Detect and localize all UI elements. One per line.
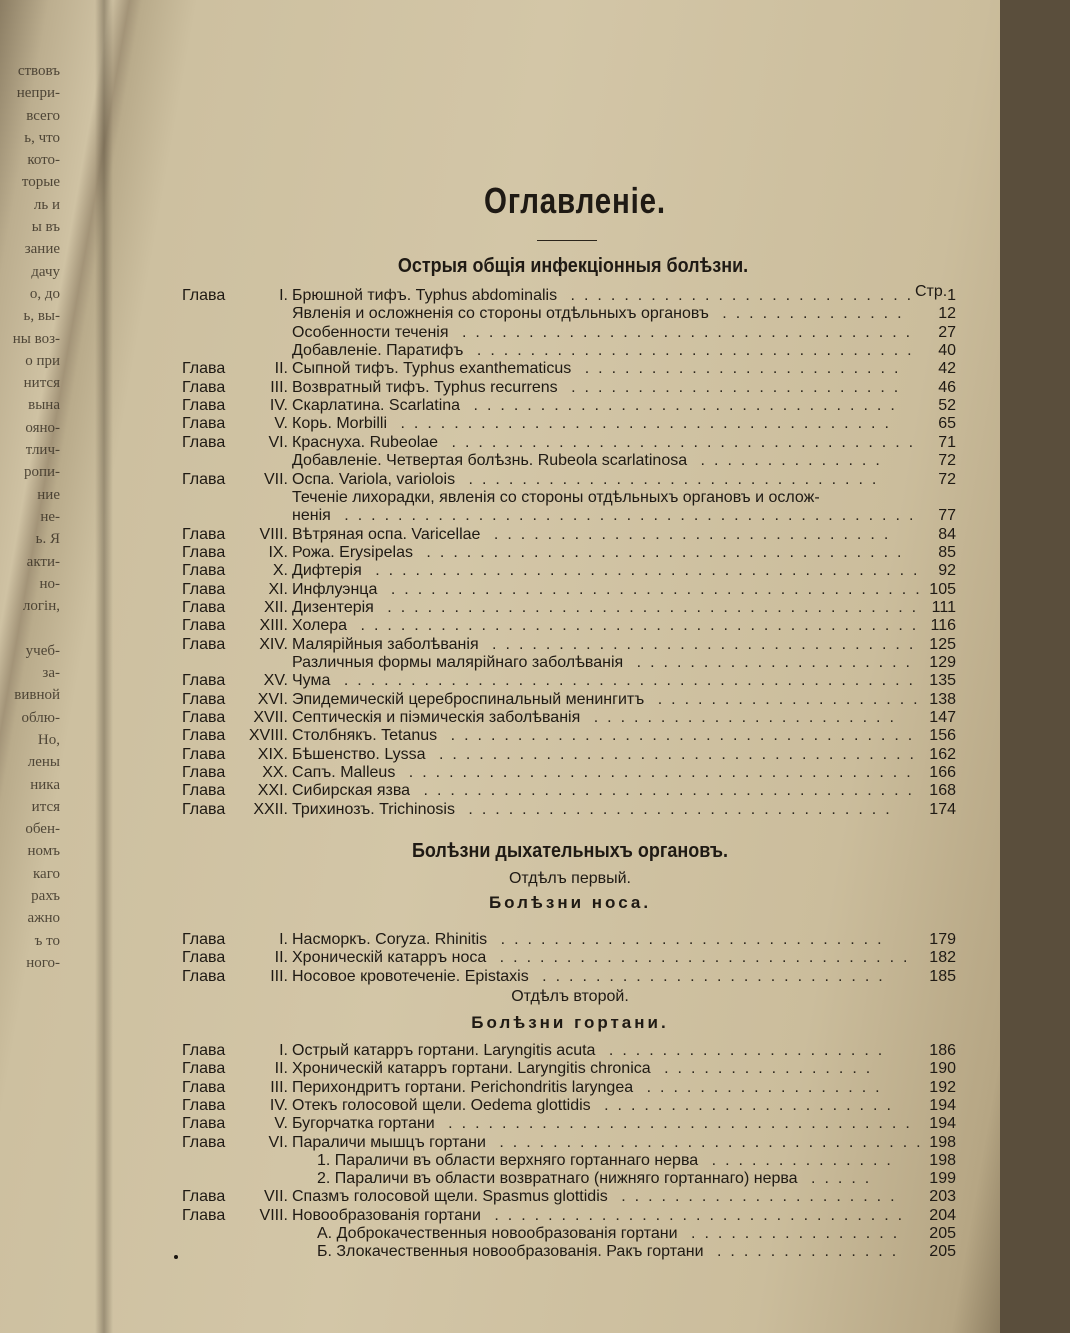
leader-dots: ........................................ xyxy=(377,580,929,598)
entry-title: Эпидемическій цереброспинальный менингитъ .................... xyxy=(292,690,927,708)
page-number: 205 xyxy=(929,1243,956,1261)
entry-title: Параличи мышцъ гортани ................................ xyxy=(292,1133,930,1151)
facing-page-line: ль и xyxy=(33,196,60,213)
entry-title: Добавленіе. Паратифъ ................................. xyxy=(292,342,921,360)
chapter-number: XVIII. xyxy=(248,727,288,745)
leader-dots: ..................................... xyxy=(387,415,898,433)
page-number: 85 xyxy=(938,543,956,561)
page-number: 46 xyxy=(938,378,956,396)
toc-entry xyxy=(0,746,1000,764)
page-title: Оглавленіе. xyxy=(484,180,666,221)
facing-page-line: облю- xyxy=(21,709,60,726)
entry-title: Столбнякъ. Tetanus ................................... xyxy=(292,727,922,745)
chapter-label: Глава xyxy=(182,967,226,985)
entry-title: Бѣшенство. Lyssa .................................... xyxy=(292,745,923,763)
leader-dots: ........................ xyxy=(571,360,908,378)
entry-title: Дизентерія ........................................ xyxy=(292,598,926,616)
page-number: 186 xyxy=(929,1042,956,1059)
toc-entry xyxy=(0,434,1000,452)
facing-page-line: ажно xyxy=(27,910,60,927)
entry-title: Инфлуэнца ........................................ xyxy=(292,580,929,598)
chapter-label: Глава xyxy=(182,1206,226,1224)
entry-title: Возвратный тифъ. Typhus recurrens ......................... xyxy=(292,378,908,396)
facing-page-line: нится xyxy=(23,375,60,392)
facing-page-line: ь, что xyxy=(24,129,60,146)
page-number: 168 xyxy=(929,782,956,800)
section-title-respiratory: Болѣзни дыхательныхъ органовъ. xyxy=(411,840,729,862)
toc-entry xyxy=(0,489,1000,507)
chapter-number: XIV. xyxy=(259,635,288,653)
toc-entry xyxy=(0,727,1000,745)
entry-title: Рожа. Erysipelas .................................... xyxy=(292,543,911,561)
leader-dots: ..................... xyxy=(607,1188,904,1206)
entry-title: Спазмъ голосовой щели. Spasmus glottidis ..................... xyxy=(292,1188,904,1206)
toc-entry xyxy=(0,1060,1000,1078)
toc-entry xyxy=(0,415,1000,433)
chapter-number: V. xyxy=(274,415,288,433)
leader-dots: ..................................... xyxy=(410,782,921,800)
page-number: 198 xyxy=(929,1151,956,1169)
leader-dots: ................................... xyxy=(434,1115,919,1133)
department-label-second: Отдѣлъ второй. xyxy=(511,988,629,1005)
entry-title: Сыпной тифъ. Typhus exanthematicus ........................ xyxy=(292,360,908,378)
entry-title: Краснуха. Rubeolae ................................... xyxy=(292,433,923,451)
entry-title: Чума ........................................... xyxy=(292,672,922,690)
toc-entry xyxy=(0,1152,1000,1170)
chapter-number: III. xyxy=(270,967,288,985)
facing-page-line: ного- xyxy=(26,954,60,971)
chapter-number: XX. xyxy=(262,764,288,782)
leader-dots: .............. xyxy=(698,1151,900,1169)
page-number: 116 xyxy=(930,617,956,635)
toc-entry xyxy=(0,1115,1000,1133)
chapter-label: Глава xyxy=(182,764,226,782)
toc-entry xyxy=(0,1097,1000,1115)
chapter-number: XV. xyxy=(263,672,288,690)
leader-dots: .............................. xyxy=(480,525,898,543)
entry-title: Новообразованія гортани ............................... xyxy=(292,1206,912,1224)
toc-entry xyxy=(0,617,1000,635)
entry-title: 2. Параличи въ области возвратнаго (нижняго гортаннаго) нерва ..... xyxy=(317,1170,879,1188)
entry-title: Дифтерія ......................................... xyxy=(292,562,927,580)
chapter-label: Глава xyxy=(182,543,226,561)
leader-dots: ...................... xyxy=(590,1096,900,1114)
chapter-number: I. xyxy=(279,931,288,948)
leader-dots: ................................... xyxy=(438,433,923,451)
leader-dots: ..................... xyxy=(595,1042,892,1059)
page-number: 71 xyxy=(938,433,956,451)
chapter-label: Глава xyxy=(182,598,226,616)
page-number: 52 xyxy=(938,397,956,415)
facing-page-line: ояно- xyxy=(25,419,60,436)
leader-dots: ................................... xyxy=(437,727,922,745)
toc-entry xyxy=(0,397,1000,415)
page-number: 72 xyxy=(938,452,956,470)
chapter-label: Глава xyxy=(182,415,226,433)
facing-page-line: ь. Я xyxy=(35,531,60,548)
page-number: 1 xyxy=(947,287,956,304)
page-number: 147 xyxy=(929,709,956,727)
leader-dots: ................................ xyxy=(460,397,904,415)
facing-page-line: торые xyxy=(21,174,60,191)
leader-dots: ................................ xyxy=(454,800,899,818)
leader-dots: ........................................... xyxy=(330,507,923,525)
toc-entry xyxy=(0,581,1000,599)
chapter-label: Глава xyxy=(182,709,226,727)
facing-page-line: ны воз- xyxy=(12,330,60,347)
page-number: 192 xyxy=(929,1078,956,1096)
toc-entry xyxy=(0,1134,1000,1152)
toc-entry xyxy=(0,1188,1000,1206)
chapter-label: Глава xyxy=(182,1115,226,1133)
facing-page-line: акти- xyxy=(26,553,60,570)
chapter-number: VII. xyxy=(263,1188,288,1206)
chapter-label: Глава xyxy=(182,1188,226,1206)
chapter-number: X. xyxy=(272,562,288,580)
facing-page-line: рахъ xyxy=(31,887,60,904)
chapter-label: Глава xyxy=(182,672,226,690)
toc-entry xyxy=(0,526,1000,544)
leader-dots: ...................................... xyxy=(395,764,920,782)
facing-page-line: дачу xyxy=(31,263,60,280)
leader-dots: ................................ xyxy=(485,1133,930,1151)
page-number: 203 xyxy=(929,1188,956,1206)
entry-title: Насморкъ. Coryza. Rhinitis ............................. xyxy=(292,931,891,948)
toc-entry xyxy=(0,654,1000,672)
entry-title: Хроническій катарръ носа ............................... xyxy=(292,949,917,967)
entry-title: Корь. Morbilli ..................................... xyxy=(292,415,898,433)
chapter-number: IX. xyxy=(268,543,288,561)
facing-page-line: ствовъ xyxy=(17,63,60,79)
page-number: 198 xyxy=(929,1133,956,1151)
entry-title: Явленія и осложненія со стороны отдѣльныхъ органовъ .............. xyxy=(292,305,911,323)
page-number: 12 xyxy=(938,305,956,323)
toc-entry xyxy=(0,672,1000,690)
leader-dots: ..................... xyxy=(623,654,919,671)
page-column-label: Стр. xyxy=(915,283,948,300)
facing-page-line: о, до xyxy=(29,285,60,302)
chapter-label: Глава xyxy=(182,378,226,396)
chapter-number: I. xyxy=(279,1042,288,1059)
page-number: 138 xyxy=(929,690,956,708)
chapter-number: VI. xyxy=(268,433,288,451)
chapter-label: Глава xyxy=(182,782,226,800)
chapter-label: Глава xyxy=(182,1096,226,1114)
chapter-label: Глава xyxy=(182,360,226,378)
leader-dots: ........................................... xyxy=(330,672,922,690)
leader-dots: ................................ xyxy=(478,635,923,653)
toc-entry xyxy=(0,287,1000,305)
page-number: 92 xyxy=(938,562,956,580)
toc-entry xyxy=(0,324,1000,342)
page-number: 129 xyxy=(929,654,956,671)
leader-dots: ............................. xyxy=(487,931,891,948)
entry-title: Малярійныя заболѣванія ................................ xyxy=(292,635,923,653)
entry-title: Сибирская язва ..................................... xyxy=(292,782,921,800)
leader-dots: .......................... xyxy=(528,967,892,985)
chapter-number: III. xyxy=(270,378,288,396)
leader-dots: .............. xyxy=(687,452,889,470)
entry-title: Брюшной тифъ. Typhus abdominalis .......................... xyxy=(292,287,921,304)
facing-page-line: обен- xyxy=(25,821,60,838)
chapter-label: Глава xyxy=(182,1042,226,1059)
facing-page-line: не- xyxy=(40,508,60,525)
page-number: 194 xyxy=(929,1096,956,1114)
leader-dots: ........................................ xyxy=(373,598,926,616)
leader-dots: ....................... xyxy=(580,709,903,727)
facing-page-line: кото- xyxy=(27,152,60,169)
facing-page-line: за- xyxy=(42,665,60,682)
chapter-label: Глава xyxy=(182,580,226,598)
toc-entry xyxy=(0,562,1000,580)
chapter-number: XVI. xyxy=(257,690,288,708)
entry-title: А. Доброкачественныя новообразованія гортани ................ xyxy=(317,1225,907,1242)
entry-title: Отекъ голосовой щели. Oedema glottidis ...................... xyxy=(292,1096,900,1114)
chapter-label: Глава xyxy=(182,287,226,304)
toc-entry xyxy=(0,691,1000,709)
toc-entry xyxy=(0,931,1000,949)
facing-page-line: номъ xyxy=(27,843,60,860)
department-label-first: Отдѣлъ первый. xyxy=(508,870,631,887)
facing-page-line: о при xyxy=(25,352,60,369)
chapter-label: Глава xyxy=(182,800,226,818)
facing-page-line: логін, xyxy=(22,598,60,615)
chapter-number: XIII. xyxy=(259,617,288,635)
entry-title: Холера .......................................... xyxy=(292,617,926,635)
page-number: 185 xyxy=(929,967,956,985)
entry-title: Б. Злокачественныя новообразованія. Ракъ гортани .............. xyxy=(317,1243,906,1261)
page-number: 77 xyxy=(938,507,956,525)
page-number: 204 xyxy=(929,1206,956,1224)
chapter-label: Глава xyxy=(182,635,226,653)
page-number: 65 xyxy=(938,415,956,433)
facing-page-line: всего xyxy=(26,107,60,124)
entry-title: Вѣтряная оспа. Varicellae .............................. xyxy=(292,525,898,543)
chapter-number: II. xyxy=(274,949,288,967)
chapter-number: III. xyxy=(270,1078,288,1096)
page-number: 156 xyxy=(929,727,956,745)
facing-page-line: ь, вы- xyxy=(23,308,60,325)
entry-title: Добавленіе. Четвертая болѣзнь. Rubeola scarlatinosa .............. xyxy=(292,452,889,470)
entry-title: Оспа. Variola, variolois ............................... xyxy=(292,470,886,488)
chapter-number: V. xyxy=(274,1115,288,1133)
chapter-label: Глава xyxy=(182,745,226,763)
leader-dots: ................ xyxy=(650,1060,880,1078)
chapter-label: Глава xyxy=(182,727,226,745)
page-number: 42 xyxy=(938,360,956,378)
toc-entry xyxy=(0,305,1000,323)
subsection-title-larynx: Болѣзни гортани. xyxy=(471,1013,669,1032)
section-title-infectious: Острыя общія инфекціонныя болѣзни. xyxy=(397,255,749,277)
toc-entry xyxy=(0,782,1000,800)
entry-title: Бугорчатка гортани ................................... xyxy=(292,1115,919,1133)
chapter-label: Глава xyxy=(182,1078,226,1096)
page-number: 162 xyxy=(929,745,956,763)
page-number: 111 xyxy=(931,598,956,616)
facing-page-line: ится xyxy=(31,798,60,815)
chapter-label: Глава xyxy=(182,470,226,488)
toc-entry xyxy=(0,968,1000,986)
toc-entry xyxy=(0,1225,1000,1243)
chapter-number: II. xyxy=(274,360,288,378)
entry-title: Особенности теченія .................................. xyxy=(292,323,920,341)
page-number: 125 xyxy=(929,635,956,653)
chapter-number: VIII. xyxy=(259,525,288,543)
facing-page-line: Но, xyxy=(37,731,60,748)
facing-page-line: вына xyxy=(28,397,60,414)
facing-page-line: каго xyxy=(33,865,60,882)
chapter-number: VIII. xyxy=(259,1206,288,1224)
leader-dots: ......................................... xyxy=(361,562,927,580)
leader-dots: .................................. xyxy=(448,323,920,341)
leader-dots: .............. xyxy=(708,305,911,323)
toc-entry xyxy=(0,1079,1000,1097)
page-number: 135 xyxy=(929,672,956,690)
facing-page-line: но- xyxy=(39,575,60,592)
chapter-label: Глава xyxy=(182,1060,226,1078)
page-number: 84 xyxy=(938,525,956,543)
entry-title: Различныя формы малярійнаго заболѣванія ..................... xyxy=(292,654,919,671)
leader-dots: ................................. xyxy=(463,342,921,360)
chapter-label: Глава xyxy=(182,617,226,635)
chapter-label: Глава xyxy=(182,931,226,948)
leader-dots: ................ xyxy=(677,1225,907,1242)
page-number: 105 xyxy=(929,580,956,598)
toc-entry xyxy=(0,471,1000,489)
toc-entry xyxy=(0,1170,1000,1188)
leader-dots: .................................... xyxy=(412,543,911,561)
facing-page-line: ы въ xyxy=(31,219,60,236)
subsection-title-nose: Болѣзни носа. xyxy=(488,893,652,912)
facing-page-line: лены xyxy=(27,754,60,771)
chapter-label: Глава xyxy=(182,397,226,415)
page-number: 182 xyxy=(929,949,956,967)
chapter-number: XVII. xyxy=(253,709,288,727)
leader-dots: .................. xyxy=(633,1078,889,1096)
entry-title: Хроническій катарръ гортани. Laryngitis chronica ................ xyxy=(292,1060,880,1078)
toc-entry xyxy=(0,764,1000,782)
leader-dots: .................... xyxy=(644,690,927,708)
toc-entry xyxy=(0,1207,1000,1225)
leader-dots: .............. xyxy=(703,1243,906,1261)
entry-title: Перихондритъ гортани. Perichondritis laryngea .................. xyxy=(292,1078,889,1096)
entry-title: Септическія и піэмическія заболѣванія ....................... xyxy=(292,709,903,727)
page-number: 40 xyxy=(938,342,956,360)
chapter-number: XIX. xyxy=(257,745,288,763)
chapter-number: VI. xyxy=(268,1133,288,1151)
facing-page-line: зание xyxy=(24,241,60,258)
facing-page-line: ъ то xyxy=(34,932,60,949)
leader-dots: .......................................... xyxy=(347,617,926,635)
toc-entry xyxy=(0,1243,1000,1261)
facing-page-line: непри- xyxy=(16,85,60,102)
chapter-number: XII. xyxy=(263,598,288,616)
chapter-number: II. xyxy=(274,1060,288,1078)
page-number: 166 xyxy=(929,764,956,782)
entry-title: Носовое кровотеченіе. Epistaxis .......................... xyxy=(292,967,892,985)
toc-entry xyxy=(0,452,1000,470)
entry-title: Сапъ. Malleus ...................................... xyxy=(292,764,920,782)
page-number: 205 xyxy=(929,1225,956,1242)
toc-entry xyxy=(0,544,1000,562)
toc-entry xyxy=(0,801,1000,819)
chapter-label: Глава xyxy=(182,949,226,967)
chapter-number: VII. xyxy=(263,470,288,488)
page-number: 179 xyxy=(929,931,956,948)
chapter-label: Глава xyxy=(182,525,226,543)
page-number: 190 xyxy=(929,1060,956,1078)
entry-title: Трихинозъ. Trichinosis ................................ xyxy=(292,800,899,818)
toc-entry xyxy=(0,636,1000,654)
chapter-number: XI. xyxy=(268,580,288,598)
toc-entry xyxy=(0,709,1000,727)
facing-page-line: ника xyxy=(30,776,60,793)
page-number: 27 xyxy=(938,323,956,341)
entry-title: Острый катарръ гортани. Laryngitis acuta ..................... xyxy=(292,1042,892,1059)
chapter-number: XXII. xyxy=(253,800,288,818)
leader-dots: ......................... xyxy=(557,378,908,396)
chapter-label: Глава xyxy=(182,1133,226,1151)
toc-entry xyxy=(0,599,1000,617)
facing-page-line: ние xyxy=(37,486,60,503)
toc-entry xyxy=(0,949,1000,967)
page-number: 72 xyxy=(938,470,956,488)
facing-page-line: тлич- xyxy=(25,442,60,459)
entry-title: Скарлатина. Scarlatina ................................ xyxy=(292,397,904,415)
title-rule xyxy=(537,240,597,241)
toc-entry xyxy=(0,360,1000,378)
page-number: 194 xyxy=(929,1115,956,1133)
ink-spot xyxy=(174,1255,178,1259)
leader-dots: ..... xyxy=(797,1170,879,1188)
toc-entry xyxy=(0,1042,1000,1060)
facing-page-line: учеб- xyxy=(25,642,60,659)
leader-dots: ............................... xyxy=(486,949,917,967)
leader-dots: .......................... xyxy=(557,287,921,304)
chapter-label: Глава xyxy=(182,433,226,451)
leader-dots: .................................... xyxy=(425,745,923,763)
page-number: 174 xyxy=(929,800,956,818)
facing-page-line: вивной xyxy=(14,687,60,704)
page-number: 199 xyxy=(929,1170,956,1188)
chapter-label: Глава xyxy=(182,562,226,580)
entry-title: Теченіе лихорадки, явленія со стороны отдѣльныхъ органовъ и ослож- xyxy=(292,488,820,506)
entry-title: 1. Параличи въ области верхняго гортаннаго нерва .............. xyxy=(317,1151,900,1169)
toc-entry xyxy=(0,342,1000,360)
chapter-number: XXI. xyxy=(257,782,288,800)
leader-dots: ............................... xyxy=(455,470,886,488)
chapter-number: IV. xyxy=(269,1096,288,1114)
toc-entry xyxy=(0,507,1000,525)
chapter-number: I. xyxy=(279,287,288,304)
facing-page-line: ропи- xyxy=(23,464,60,481)
leader-dots: ............................... xyxy=(480,1206,912,1224)
toc-entry xyxy=(0,379,1000,397)
chapter-number: IV. xyxy=(269,397,288,415)
chapter-label: Глава xyxy=(182,690,226,708)
entry-title: ненія ........................................... xyxy=(292,507,923,525)
